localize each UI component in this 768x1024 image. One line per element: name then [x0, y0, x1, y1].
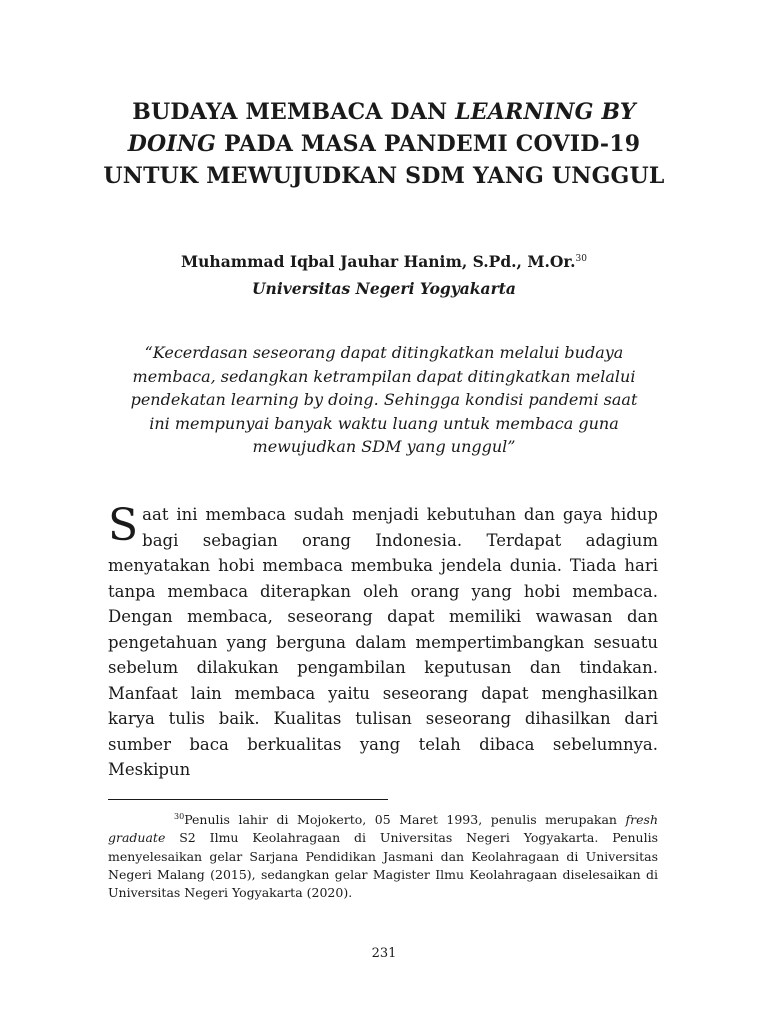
footnote-divider [108, 799, 388, 800]
epigraph-quote: “Kecerdasan seseorang dapat ditingkatkan melalui budaya membaca, sedangkan ketrampilan dapat ditingkatkan melalui pendekatan learning by doing. Sehingga kondisi pandemi saat ini mempunyai banyak waktu luang untuk membaca guna mewujudkan SDM yang unggul” [130, 343, 638, 456]
footnote-text-before: Penulis lahir di Mojokerto, 05 Maret 1993, penulis merupakan [184, 812, 626, 827]
author-footnote-ref[interactable]: 30 [575, 254, 587, 264]
body-paragraph [108, 502, 658, 783]
title-part-1: BUDAYA MEMBACA DAN [132, 99, 456, 125]
footnote-italic-term: fresh graduate [108, 812, 658, 846]
body-text: aat ini membaca sudah menjadi kebutuhan dan gaya hidup bagi sebagian orang Indonesia. Terdapat adagium menyatakan hobi membaca membuka jendela dunia. Tiada hari tanpa membaca diterapkan oleh orang yang hobi membaca. Dengan membaca, seseorang dapat memiliki wawasan dan pengetahuan yang berguna dalam mempertimbangkan sesuatu sebelum dilakukan pengambilan keputusan dan tindakan. Manfaat lain membaca yaitu seseorang dapat menghasilkan karya tulis baik. Kualitas tulisan seseorang dihasilkan dari sumber baca berkualitas yang telah dibaca sebelumnya. Meskipun [108, 505, 658, 779]
footnote-text-after: S2 Ilmu Keolahragaan di Universitas Negeri Yogyakarta. Penulis menyelesaikan gelar Sarjana Pendidikan Jasmani dan Keolahragaan di Universitas Negeri Malang (2015), sedangkan gelar Magister Ilmu Keolahragaan diselesaikan di Universitas Negeri Yogyakarta (2020). [108, 830, 658, 901]
footnote [108, 808, 658, 902]
footnote-number: 30 [174, 812, 185, 821]
author-name: Muhammad Iqbal Jauhar Hanim, S.Pd., M.Or. [181, 252, 576, 271]
author-line [100, 248, 668, 273]
title-part-3: PADA MASA PANDEMI COVID-19 UNTUK MEWUJUDKAN SDM YANG UNGGUL [103, 131, 665, 189]
page-number: 231 [371, 946, 397, 961]
author-affiliation: Universitas Negeri Yogyakarta [252, 279, 516, 298]
drop-cap: S [108, 500, 139, 551]
title-part-2-italic: LEARNING BY DOING [127, 99, 636, 157]
chapter-title [100, 96, 668, 192]
